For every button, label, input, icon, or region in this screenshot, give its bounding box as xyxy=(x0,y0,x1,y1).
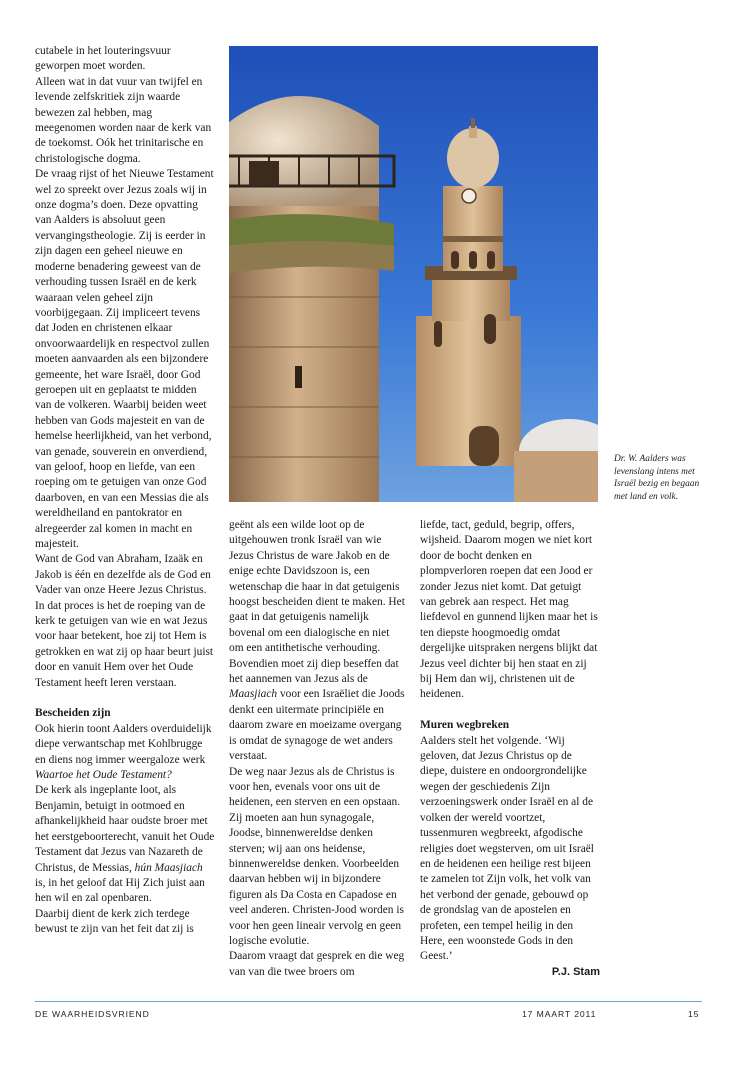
term-maasjiach: Maasjiach xyxy=(229,688,278,701)
article-column-1 xyxy=(35,44,215,938)
paragraph: geënt als een wilde loot op de uitgehouwen tronk Israël van wie Jezus Christus de ware Jakob en de enige echte Davidszoon is, een wetenschap die haar in dat getuigenis hoogst bescheiden dient te maken. Het gaat in dat getuigenis namelijk bovenal om een dialogische en niet om een antithetische verhouding. xyxy=(229,519,405,655)
page-number: 15 xyxy=(688,1009,700,1019)
paragraph: Daarom vraagt dat gesprek en die weg van van die twee broers om xyxy=(229,950,405,978)
paragraph: De vraag rijst of het Nieuwe Testament wel zo spreekt over Jezus zoals wij in onze dogma’s doen. Deze opvatting van Aalders is absoluut geen vervangingstheologie. Zij is eerder in zijn dagen een geheel nieuwe en moderne benadering geweest van de verhouding tussen Israël en de kerk waaraan velen geheel zijn voorbijgegaan. Zij impliceert tevens dat Joden en christenen elkaar onvoorwaardelijk en respectvol zullen moeten aanvaarden als een bijzondere gemeente, het ware Israël, door God geroepen uit en geplaatst te midden van de volkeren. Waarbij beiden weet hebben van Gods majesteit en van de hemelse heerlijkheid, van het verbond, van genade, souverein en onverdiend, van geloof, hoop en liefde, van een roeping om te getuigen van onze God daarboven, en van een Messias die als wereldheiland en pantokrator en alregeerder zal komen in macht en majesteit. xyxy=(35,168,214,550)
paragraph: liefde, tact, geduld, begrip, offers, wijsheid. Daarom mogen we niet kort door de bocht denken en plompverloren roepen dat een Jood er zonder Jezus niet komt. Dat getuigt van gebrek aan respect. Het mag liefdevol en gunnend lijken maar het is ten diepste hoogmoedig omdat dergelijke uitspraken nergens blijkt dat Jezus veel dichter bij hen staat en zij bij Hem dan wij, christenen uit de heidenen. xyxy=(420,519,598,701)
author-signature: P.J. Stam xyxy=(551,965,600,978)
paragraph xyxy=(229,657,405,765)
footer-date: 17 MAART 2011 xyxy=(522,1009,597,1019)
photo-towers xyxy=(229,46,598,502)
paragraph: Aalders stelt het volgende. ‘Wij geloven, dat Jezus Christus op de diepe, duistere en ondoorgrondelijke wegen der geschiedenis Zijn verzoeningswerk onder Israël en al de volken der wereld voortzet, tussenmuren wegbreekt, afgodische religies doet wegsterven, om uit Israël en de heidenen een heilige rest bijeen te zamelen tot Zijn volk, het volk van het verbond der genade, gebouwd op de grondslag van de apostelen en profeten, een tempel heilig in den Here, een woonstede Gods in den Geest.’ xyxy=(420,734,594,963)
footer-publication: DE WAARHEIDSVRIEND xyxy=(35,1009,150,1019)
emphasis-hun: hún xyxy=(134,861,152,874)
paragraph: Want de God van Abraham, Izaäk en Jakob is één en dezelfde als de God en Vader van onze Heere Jezus Christus. In dat proces is het de roeping van de kerk te getuigen van wie en wat Jezus voor haar betekent, hoe zij tot Hem is getrokken en wat zij op haar beurt juist door en vanuit Hem over het Oude Testament heeft leren verstaan. xyxy=(35,553,214,689)
paragraph-text: voor een Israëliet die Joods denkt een uitermate principiële en daarom zware en moeizame overgang is omdat de synagoge de wet anders verstaat. xyxy=(229,688,405,763)
photo-caption: Dr. W. Aalders was levenslang intens met Israël bezig en begaan met land en volk. xyxy=(614,454,700,502)
photo-illustration xyxy=(229,46,598,502)
paragraph-text: Bovendien moet zij diep beseffen dat het aannemen van Jezus als de xyxy=(229,657,399,686)
paragraph: cutabele in het louteringsvuur geworpen moet worden. xyxy=(35,45,171,73)
article-column-2 xyxy=(229,518,405,980)
paragraph: Alleen wat in dat vuur van twijfel en levende zelfskritiek zijn waarde bewezen zal hebben, mag meegenomen worden naar de kerk van de toekomst. Oók het trinitarische en christologische dogma. xyxy=(35,75,212,165)
paragraph: De weg naar Jezus als de Christus is voor hen, evenals voor ons uit de heidenen, een sterven en een opstaan. Zij moeten aan hun synagogale, Joodse, binnenwereldse denken sterven; wij aan ons heidense, binnenwereldse denken. Voorbeelden daarvan hebben wij in bijzondere figuren als Da Costa en Capadose en veel anderen. Christen-Jood worden is voor hen geen lineair vervolg en geen logische evolutie. xyxy=(229,765,404,947)
footer-rule xyxy=(35,1001,702,1002)
paragraph-text: is, in het geloof dat Hij Zich juist aan hen wil en zal openbaren. xyxy=(35,876,205,905)
paragraph: Daarbij dient de kerk zich terdege bewust te zijn van het feit dat zij is xyxy=(35,907,194,936)
article-column-3 xyxy=(420,518,600,980)
paragraph xyxy=(35,783,215,906)
term-maasjiach: Maasjiach xyxy=(154,861,203,874)
paragraph-text: Ook hierin toont Aalders overduidelijk diepe verwantschap met Kohlbrugge en diens nog immer weergaloze werk xyxy=(35,722,212,766)
paragraph-text: De kerk als ingeplante loot, als Benjamin, betuigt in ootmoed en afhankelijkheid haar oudste broer met het eerstgeboorterecht, vanuit het Oude Testament dat Jezus van Nazareth de Christus, de Messias, xyxy=(35,784,215,874)
section-heading: Bescheiden zijn xyxy=(35,707,111,720)
section-heading: Muren wegbreken xyxy=(420,719,510,732)
book-title: Waartoe het Oude Testament? xyxy=(35,769,172,782)
paragraph xyxy=(35,722,215,784)
